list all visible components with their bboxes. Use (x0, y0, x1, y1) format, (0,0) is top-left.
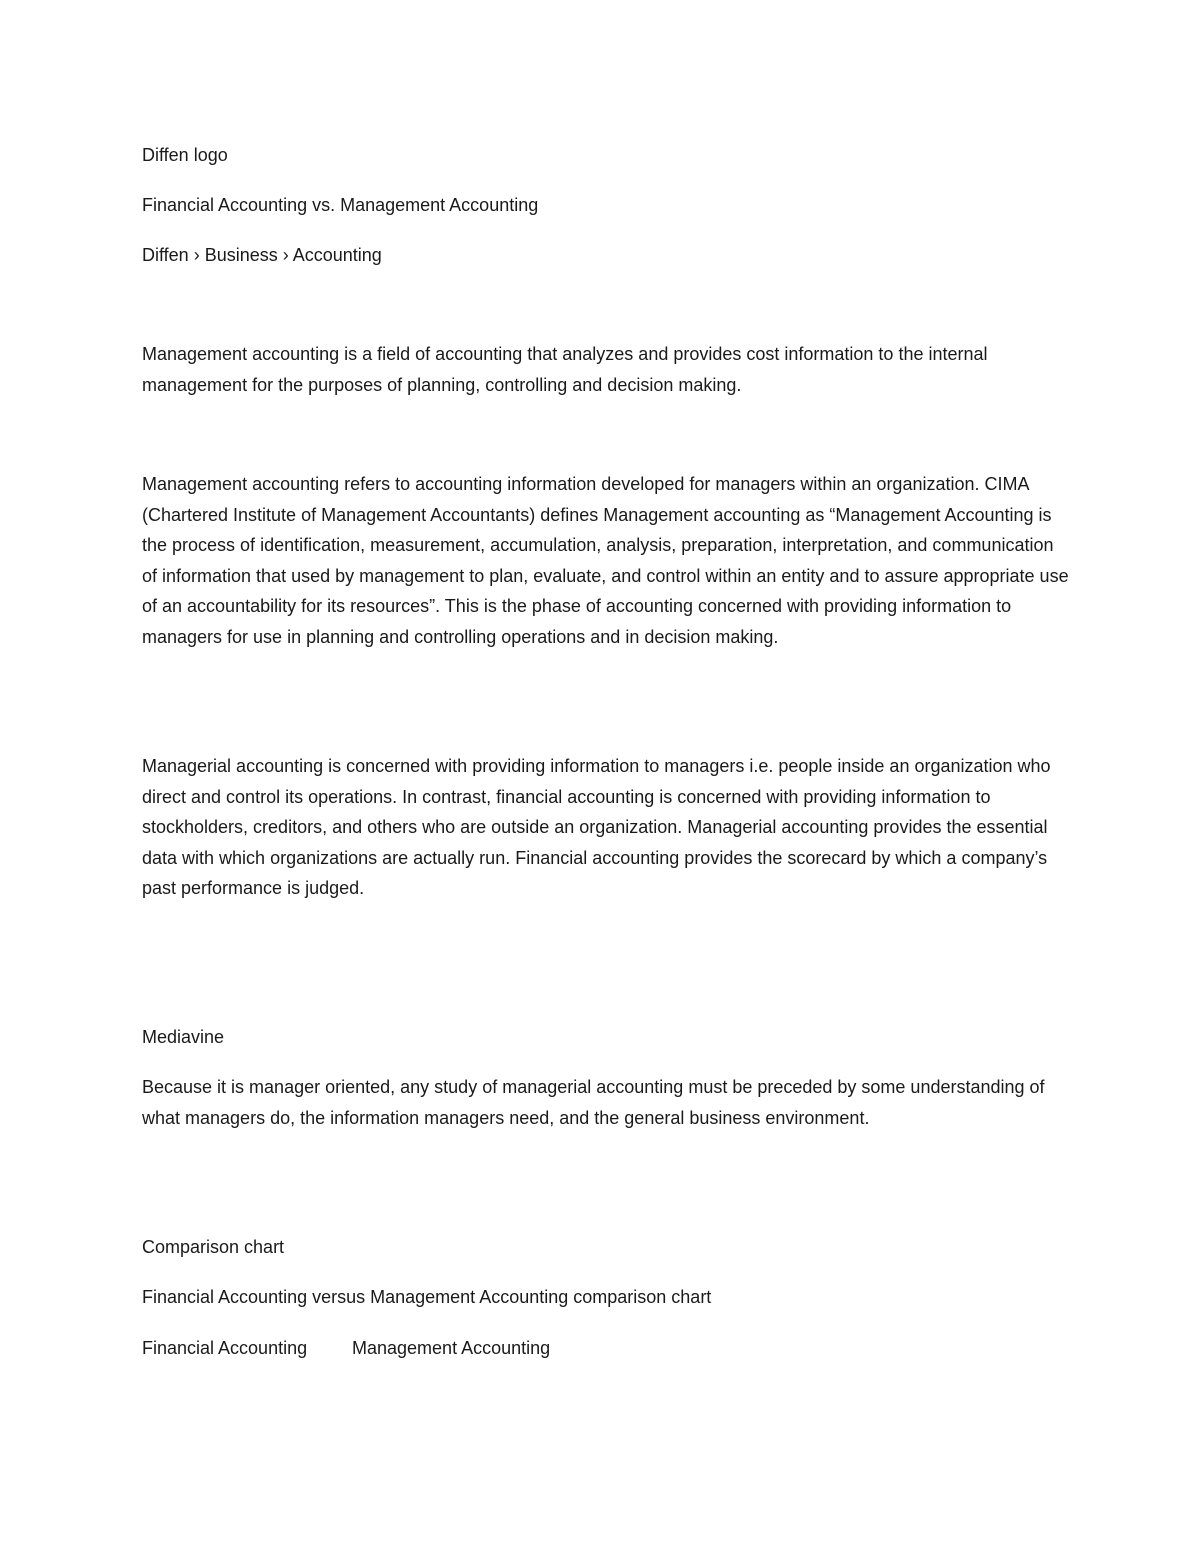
column-management-accounting: Management Accounting (352, 1338, 551, 1358)
breadcrumb: Diffen › Business › Accounting (142, 245, 382, 265)
ad-label: Mediavine (142, 1027, 225, 1047)
comparison-columns (142, 1333, 550, 1364)
paragraph-definition: Management accounting is a field of accounting that analyzes and provides cost information to the internal management for the purposes of planning, controlling and decision making. (142, 344, 988, 395)
paragraph-manager-oriented: Because it is manager oriented, any study of managerial accounting must be preceded by some understanding of what managers do, the information managers need, and the general business environment. (142, 1077, 1045, 1128)
page-title: Financial Accounting vs. Management Accounting (142, 195, 539, 215)
logo-text: Diffen logo (142, 145, 228, 165)
comparison-subheading: Financial Accounting versus Management Accounting comparison chart (142, 1287, 712, 1307)
column-financial-accounting: Financial Accounting (142, 1338, 308, 1358)
paragraph-cima-definition: Management accounting refers to accounting information developed for managers within an organization. CIMA (Chartered Institute of Management Accountants) defines Management accounting as “Management Accounting is the process of identification, measurement, accumulation, analysis, preparation, interpretation, and communication of information that used by management to plan, evaluate, and control within an entity and to assure appropriate use of an accountability for its resources”. This is the phase of accounting concerned with providing information to managers for use in planning and controlling operations and in decision making. (142, 474, 1069, 647)
paragraph-managerial-vs-financial: Managerial accounting is concerned with providing information to managers i.e. people inside an organization who direct and control its operations. In contrast, financial accounting is concerned with providing information to stockholders, creditors, and others who are outside an organization. Managerial accounting provides the essential data with which organizations are actually run. Financial accounting provides the scorecard by which a company’s past performance is judged. (142, 756, 1051, 898)
comparison-heading: Comparison chart (142, 1237, 285, 1257)
